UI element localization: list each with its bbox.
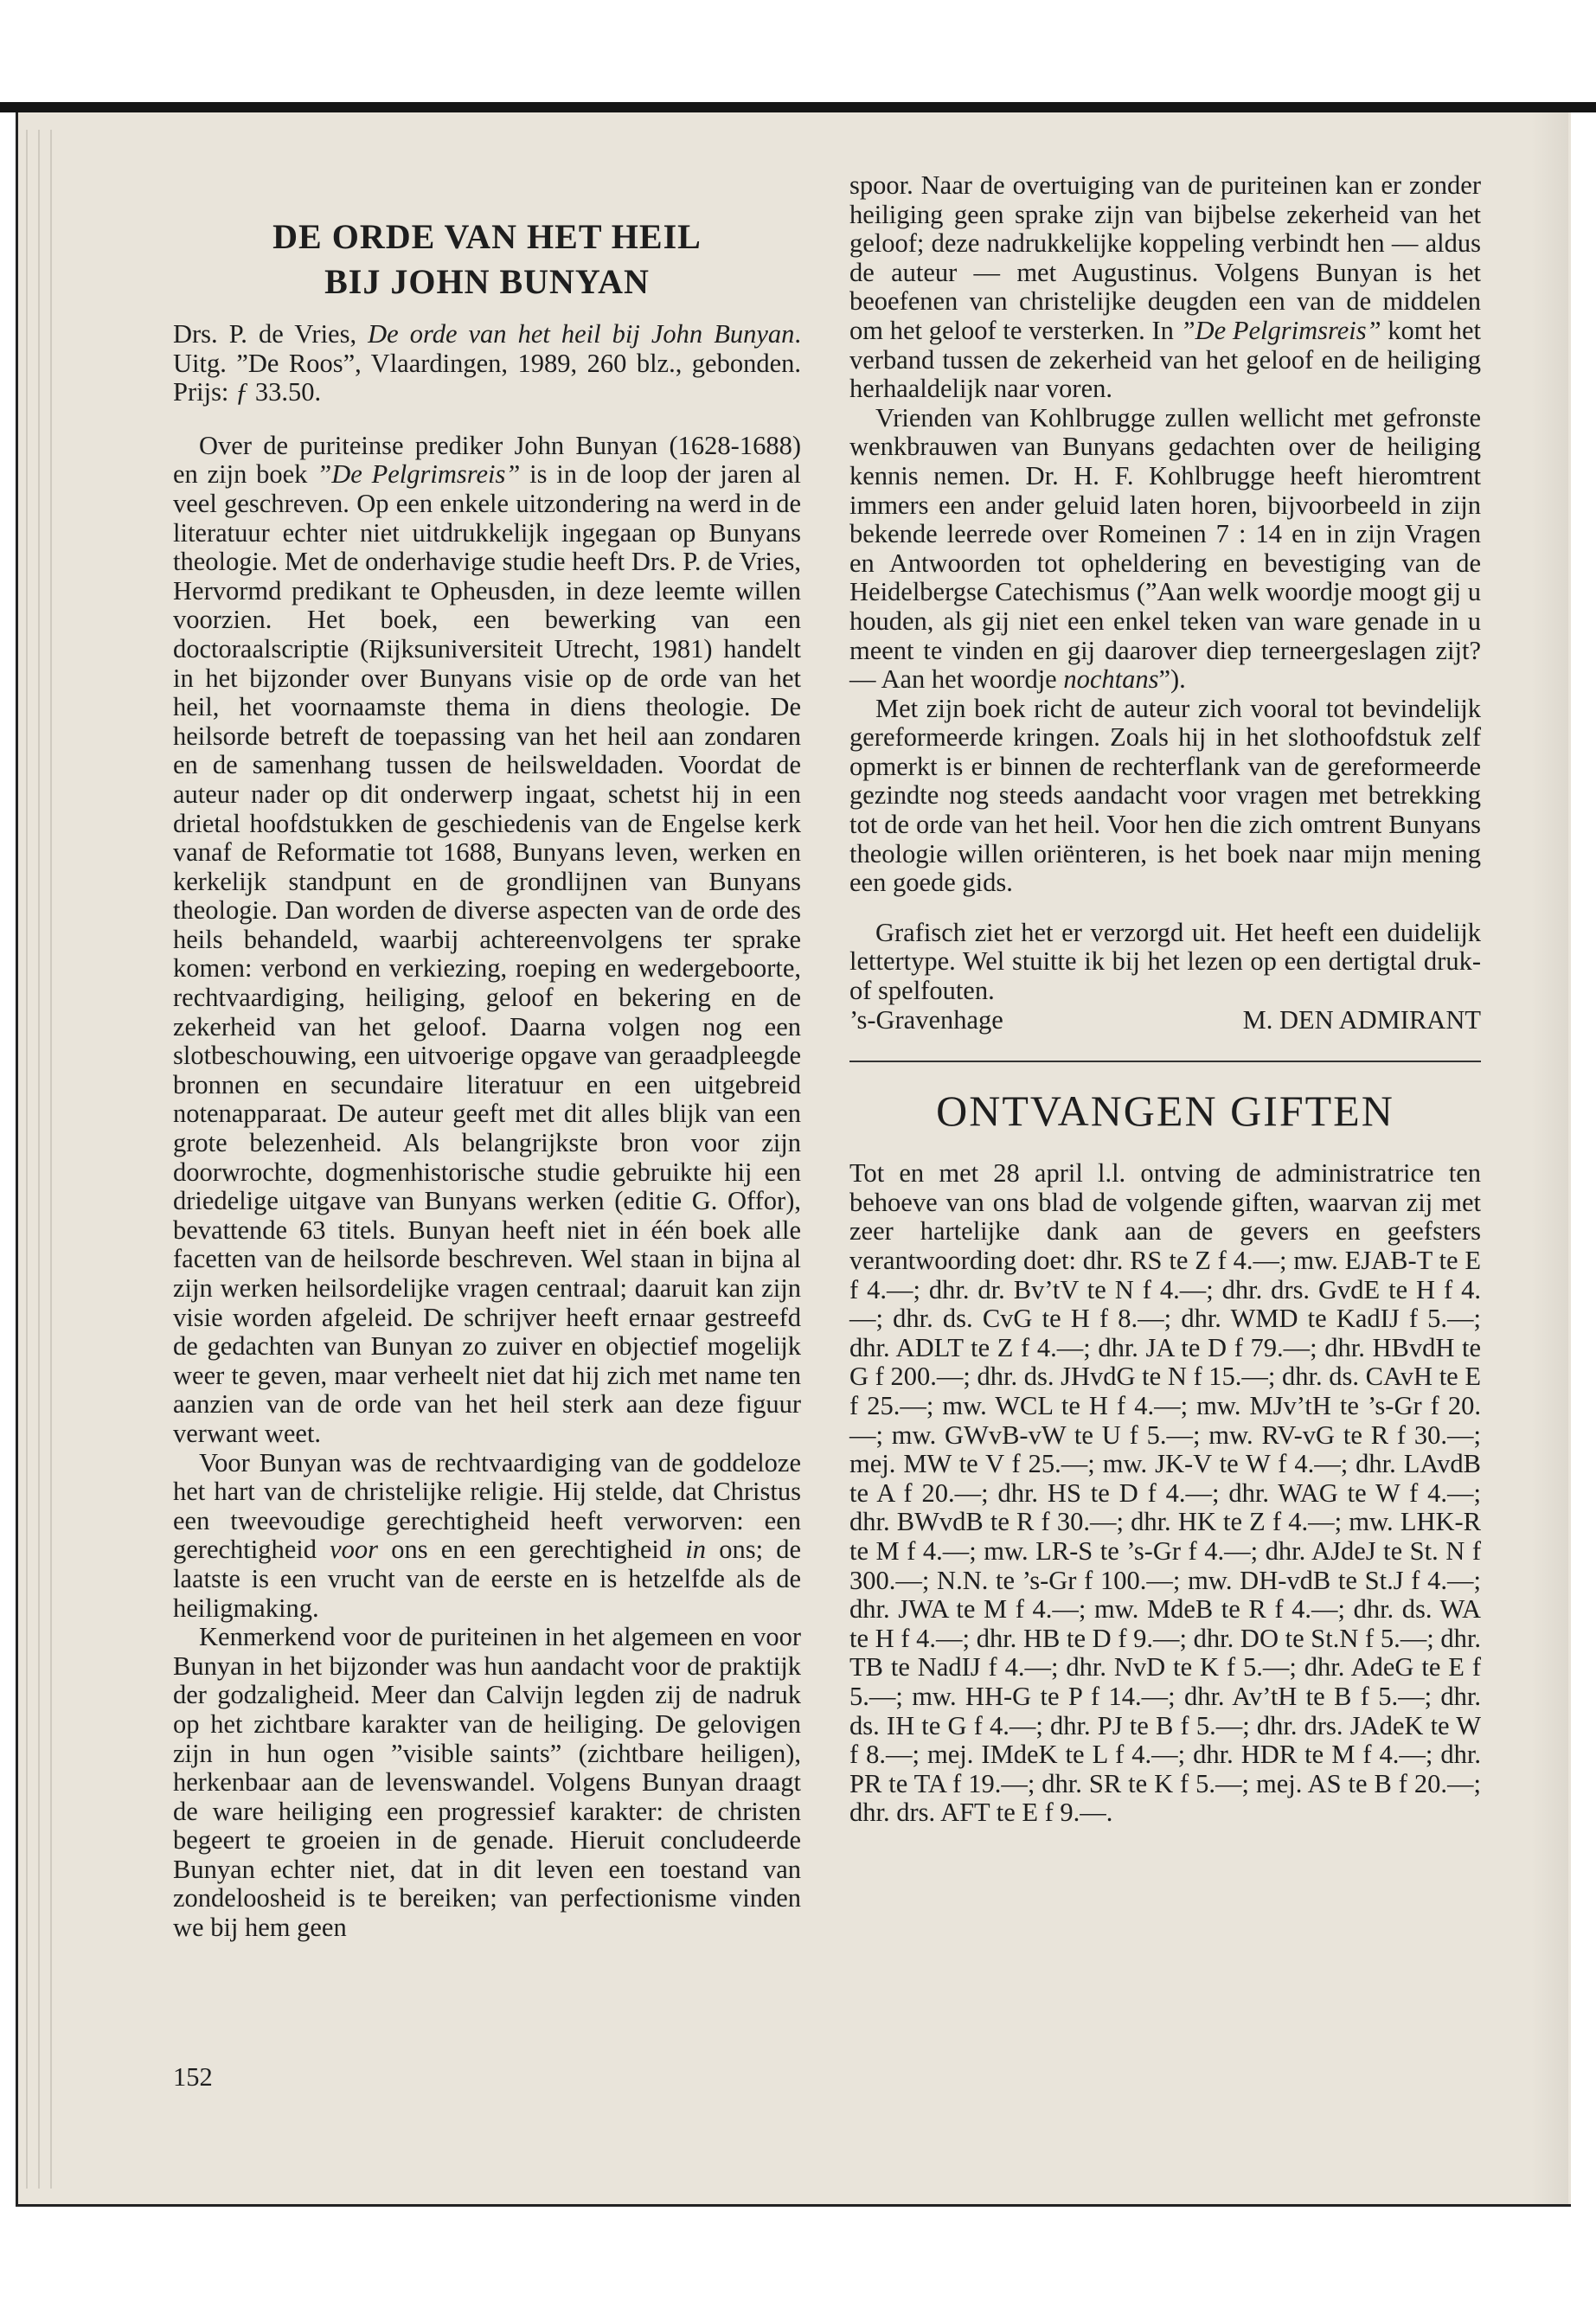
gifts-title: ONTVANGEN GIFTEN	[936, 1086, 1394, 1136]
article-title-line-1: DE ORDE VAN HET HEIL	[272, 217, 702, 256]
scan-top-border	[0, 0, 1596, 112]
review-paragraph-5: Vrienden van Kohlbrugge zullen wellicht met gefronste wenkbrauwen van Bunyans gedachten over de heiliging kennis nemen. Dr. H. F. Kohlbrugge heeft hieromtrent immers een ander geluid laten horen, bijvoorbeeld in zijn bekende leerrede over Romeinen 7 : 14 en in zijn Vragen en Antwoorden tot opheldering en bevestiging van de Heidelbergse Catechismus (”Aan welk woordje moogt gij u houden, als gij niet een enkel teken van ware genade in u meent te vinden en gij daarover diep terneergeslagen zijt? — Aan het woordje nochtans”).	[849, 402, 1481, 695]
page-edge-line	[50, 130, 52, 2189]
signature-place: ’s-Gravenhage	[849, 1004, 1003, 1035]
left-column	[173, 215, 801, 1943]
signature-author: M. DEN ADMIRANT	[1242, 1004, 1481, 1035]
review-signature	[849, 1006, 1481, 1035]
section-divider	[849, 1061, 1481, 1062]
page-edge-line	[26, 130, 28, 2189]
review-paragraph-2: Voor Bunyan was de rechtvaardiging van de goddeloze het hart van de christelijke religie. Hij stelde, dat Christus een tweevoudige gerechtigheid heeft verworven: een gerechtigheid voor ons en een gerechtigheid in ons; de laatste is een vrucht van de eerste en is hetzelfde als de heiligmaking.	[173, 1447, 801, 1623]
page-number: 152	[173, 2062, 213, 2092]
article-title	[173, 215, 801, 304]
page-edge-line	[38, 130, 40, 2189]
review-paragraph-4: spoor. Naar de overtuiging van de puriteinen kan er zonder heiliging geen sprake zijn van bijbelse zekerheid van het geloof; deze nadrukkelijke koppeling verbindt hen — aldus de auteur — met Augustinus. Volgens Bunyan is het beoefenen van christelijke deugden een van de middelen om het geloof te versterken. In ”De Pelgrimsreis” komt het verband tussen de zekerheid van het geloof en de heiliging herhaaldelijk naar voren.	[849, 170, 1481, 404]
scan-dark-band	[0, 102, 1596, 112]
review-paragraph-6: Met zijn boek richt de auteur zich vooral tot bevindelijk gereformeerde kringen. Zoals hij in het slothoofdstuk zelf opmerkt is er binnen de rechterflank van de gereformeerde gezindte nog steeds aandacht voor vragen met betrekking tot de orde van het heil. Voor hen die zich omtrent Bunyans theologie willen oriënteren, is het boek naar mijn mening een goede gids.	[849, 693, 1481, 898]
article-title-line-2: BIJ JOHN BUNYAN	[324, 262, 650, 301]
review-paragraph-7: Grafisch ziet het er verzorgd uit. Het heeft een duidelijk lettertype. Wel stuitte ik bij het lezen op een dertigtal druk- of spelfouten.	[849, 917, 1481, 1006]
right-column	[849, 171, 1481, 1828]
review-paragraph-3: Kenmerkend voor de puriteinen in het algemeen en voor Bunyan in het bijzonder was hun aandacht voor de praktijk der godzaligheid. Meer dan Calvijn legden zij de nadruk op het zichtbare karakter van de heiliging. De gelovigen zijn in hun ogen ”visible saints” (zichtbare heiligen), herkenbaar aan de levenswandel. Volgens Bunyan draagt de ware heiliging een progressief karakter: de christen begeert te groeien in de genade. Hieruit concludeerde Bunyan echter niet, dat in dit leven een toestand van zondeloosheid is te bereiken; van perfectionisme vinden we bij hem geen	[173, 1622, 801, 1943]
review-paragraph-1: Over de puriteinse prediker John Bunyan (1628-1688) en zijn boek ”De Pelgrimsreis” is in de loop der jaren al veel geschreven. Op een enkele uitzondering na werd in de literatuur echter niet uitdrukkelijk ingegaan op Bunyans theologie. Met de onderhavige studie heeft Drs. P. de Vries, Hervormd predikant te Opheusden, in deze leemte willen voorzien. Het boek, een bewerking van een doctoraalscriptie (Rijksuniversiteit Utrecht, 1981) handelt in het bijzonder over Bunyans visie op de orde van het heil, het voornaamste thema in diens theologie. De heilsorde betreft de toepassing van het heil aan zondaren en de samenhang tussen de heilsweldaden. Voordat de auteur nader op dit onderwerp ingaat, schetst hij in een drietal hoofdstukken de geschiedenis van de Engelse kerk vanaf de Reformatie tot 1688, Bunyans leven, werken en kerkelijk standpunt en de grondlijnen van Bunyans theologie. Dan worden de diverse aspecten van de orde des heils behandeld, waarbij achtereenvolgens ter sprake komen: verbond en verkiezing, roeping en wedergeboorte, rechtvaardiging, heiliging, geloof en bekering en de zekerheid van het geloof. Daarna volgen nog een slotbeschouwing, een uitvoerige opgave van geraadpleegde bronnen en secundaire literatuur en een uitgebreid notenapparaat. De auteur geeft met dit alles blijk van een grote belezenheid. Als belangrijkste bron voor zijn doorwrochte, dogmenhistorische studie gebruikte hij een driedelige uitgave van Bunyans werken (editie G. Offor), bevattende 63 titels. Bunyan heeft niet in één boek alle facetten van de heilsorde beschreven. Wel staan in bijna al zijn werken heilsordelijke vragen centraal; daaruit kan zijn visie worden afgeleid. De schrijver heeft ernaar gestreefd de gedachten van Bunyan zo zuiver en objectief mogelijk weer te geven, maar verheelt niet dat hij zich met name ten aanzien van de orde van het heil sterk aan deze figuur verwant weet.	[173, 430, 801, 1448]
bibliographic-entry: Drs. P. de Vries, De orde van het heil bij John Bunyan. Uitg. ”De Roos”, Vlaardingen, 1989, 260 blz., gebonden. Prijs: ƒ 33.50.	[173, 319, 801, 407]
page-right-shadow	[1531, 112, 1568, 2204]
gifts-list: Tot en met 28 april l.l. ontving de administratrice ten behoeve van ons blad de volgende giften, waarvan zij met zeer hartelijke dank aan de gevers en geefsters verantwoording doet: dhr. RS te Z f 4.—; mw. EJAB-T te E f 4.—; dhr. dr. Bv’tV te N f 4.—; dhr. drs. GvdE te H f 4.—; dhr. ds. CvG te H f 8.—; dhr. WMD te KadIJ f 5.—; dhr. ADLT te Z f 4.—; dhr. JA te D f 79.—; dhr. HBvdH te G f 200.—; dhr. ds. JHvdG te N f 15.—; dhr. ds. CAvH te E f 25.—; mw. WCL te H f 4.—; mw. MJv’tH te ’s-Gr f 20.—; mw. GWvB-vW te U f 5.—; mw. RV-vG te R f 30.—; mej. MW te V f 25.—; mw. JK-V te W f 4.—; dhr. LAvdB te A f 20.—; dhr. HS te D f 4.—; dhr. WAG te W f 4.—; dhr. BWvdB te R f 30.—; dhr. HK te Z f 4.—; mw. LHK-R te M f 4.—; mw. LR-S te ’s-Gr f 4.—; dhr. AJdeJ te St. N f 300.—; N.N. te ’s-Gr f 100.—; mw. DH-vdB te St.J f 4.—; dhr. JWA te M f 4.—; mw. MdeB te R f 4.—; dhr. ds. WA te H f 4.—; dhr. HB te D f 9.—; dhr. DO te St.N f 5.—; dhr. TB te NadIJ f 4.—; dhr. NvD te K f 5.—; dhr. AdeG te E f 5.—; mw. HH-G te P f 14.—; dhr. Av’tH te B f 5.—; dhr. ds. IH te G f 4.—; dhr. PJ te B f 5.—; dhr. drs. JAdeK te W f 8.—; mej. IMdeK te L f 4.—; dhr. HDR te M f 4.—; dhr. PR te TA f 19.—; dhr. SR te K f 5.—; mej. AS te B f 20.—; dhr. drs. AFT te E f 9.—.	[849, 1158, 1481, 1828]
